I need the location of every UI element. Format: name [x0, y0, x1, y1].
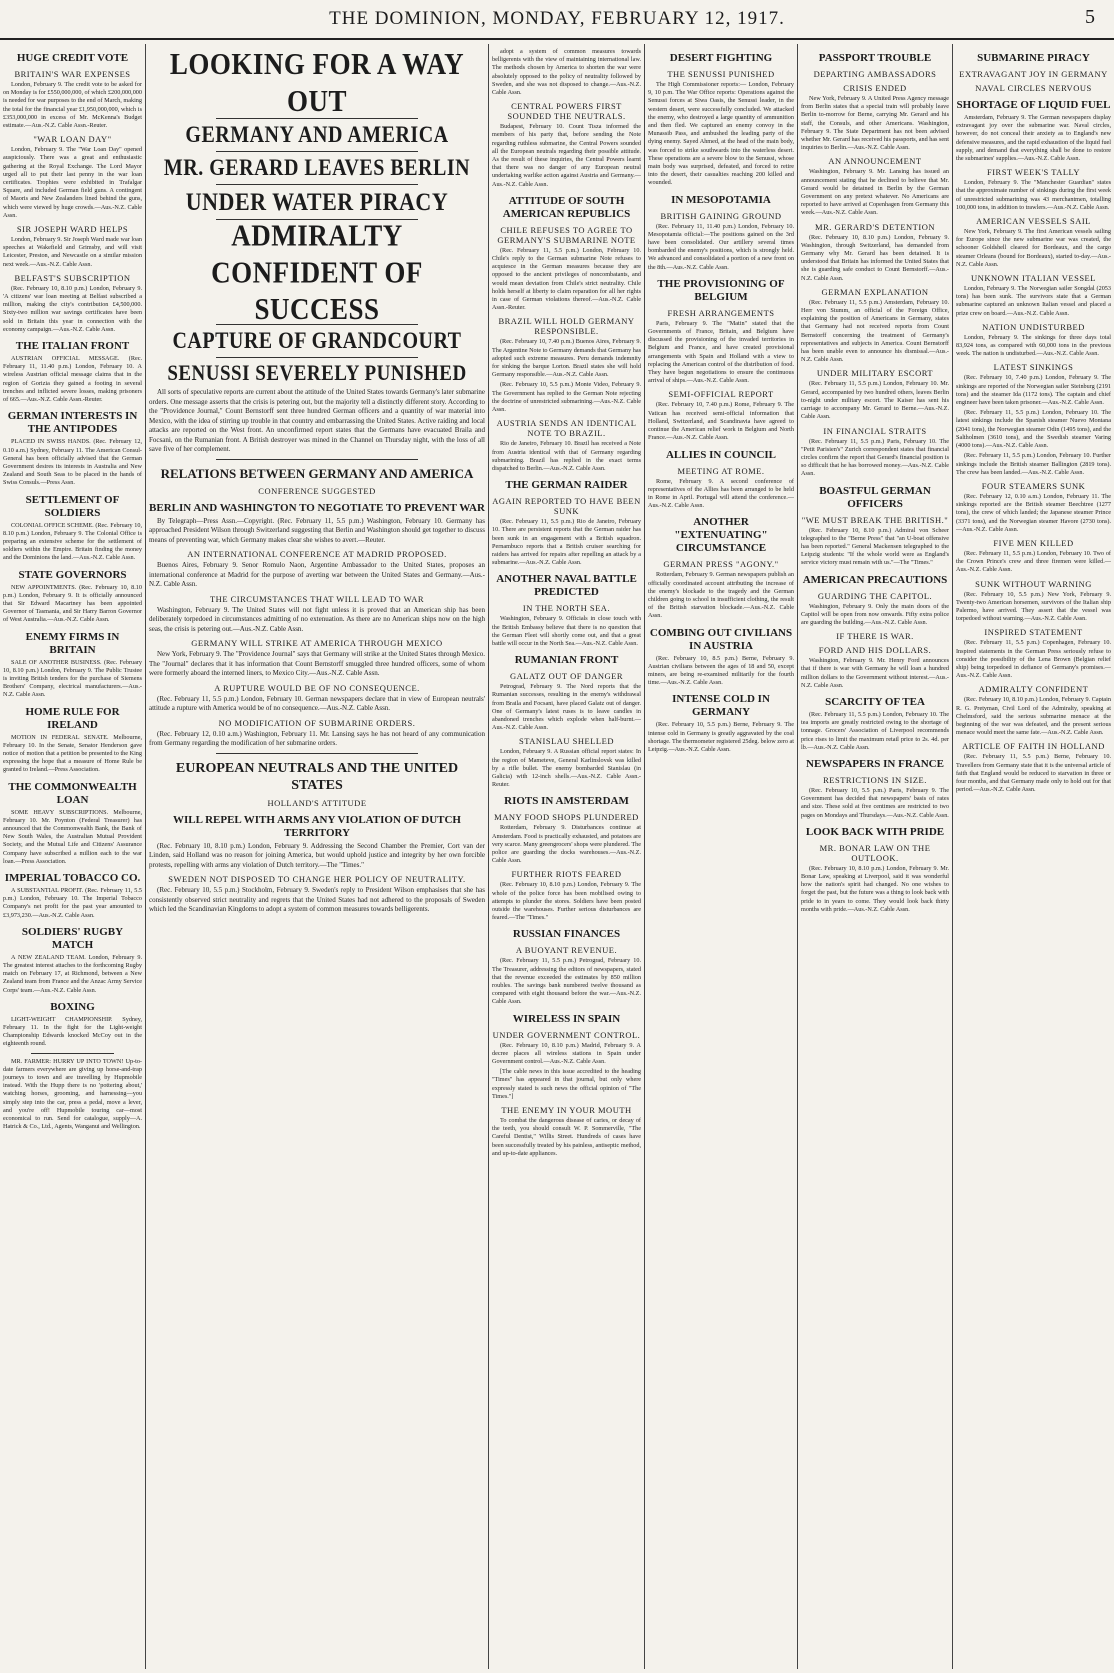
- subheadline: GERMAN PRESS "AGONY.": [663, 559, 779, 570]
- headline: IN MESOPOTAMIA: [671, 193, 771, 206]
- subheadline: AN INTERNATIONAL CONFERENCE AT MADRID PROPOSED.: [187, 549, 447, 559]
- main-headline: MR. GERARD LEAVES BERLIN: [163, 155, 471, 181]
- subheadline: FORD AND HIS DOLLARS.: [818, 645, 932, 656]
- subheadline: BELFAST'S SUBSCRIPTION: [14, 272, 131, 283]
- article-text: (Rec. February 11, 5.5 p.m.) Rio de Janeiro, February 10. There are persistent reports that the German raider has been sunk in an engagement with a British squadron. Pernambuco reports that a British cruiser searching for raiders has arrived for repairs after repelling an attack by a submarine.—Aus.-N.Z. Cable Assn.: [492, 518, 641, 567]
- article-text: (Rec. February 11, 5.5 p.m.) London, February 10. The latest sinkings include the Spanish steamer Nuevo Montana (2041 tons), the Norwegian steamer Odin (1495 tons), and the Saltholmen (3610 tons), and the Swedish steamer Varing (4000 tons).—Aus.-N.Z. Cable Assn.: [956, 409, 1111, 450]
- advertisement-text: MR. FARMER: HURRY UP INTO TOWN! Up-to-date farmers everywhere are giving up horse-and-trap journeys to town and are travelling by Hupmobile instead. With the Hupp there is no 'pottering about,' watching horses, grooming, and harnessing—you simply step into the car, press a pedal, move a lever, and you're off! Hupmobile touring car—most economical to run. Send for catalogue, supply—A. Hatrick & Co., Ltd., Agents, Wanganui and Wellington.: [3, 1057, 142, 1131]
- subheadline: BRITISH GAINING GROUND: [660, 210, 782, 221]
- divider: [216, 357, 418, 358]
- article-text: (Rec. February 10, 8.10 p.m.) London, February 9. Addressing the Second Chamber the Premier, Cort van der Linden, said Holland was no reason for joining America, but would uphold justice and integrity by her own forcible protests, repelling with arms any violation of Dutch territory.—The "Times.": [149, 841, 485, 869]
- headline: BERLIN AND WASHINGTON TO NEGOTIATE TO PREVENT WAR: [149, 501, 485, 514]
- column-4: [645, 46, 797, 1666]
- article-text: (Rec. February 11, 11.40 p.m.) London, February 10. Mesopotamia official:—The positions gained on the 3rd have been consolidated. Our artillery several times bombarded the enemy's positions, which is strongly held. We advanced and consolidated a portion of a new front on the 8th.—Aus.-N.Z. Cable Assn.: [648, 222, 794, 271]
- article-text: Budapest, February 10. Count Tisza informed the members of his party that, before sending the Note regarding ruthless submarine, the Central Powers sounded all the European neutrals regarding their possible attitude. As the result of these inquiries, the Central Powers learnt that there was no danger of any European neutral undertaking warlike action against Austria and Germany.—Aus.-N.Z. Cable Assn.: [492, 123, 641, 188]
- subheadline: A RUPTURE WOULD BE OF NO CONSEQUENCE.: [214, 682, 420, 693]
- article-text: PLACED IN SWISS HANDS. (Rec. February 12, 0.10 a.m.) Sydney, February 11. The American Consul-General has been officially advised that the German Government desires its interests in Australia and New Zealand and South Seas to be placed in the hands of Swiss Consuls.—Press Assn.: [3, 438, 142, 487]
- article-text: (Rec. February 10, 8.10 p.m.) Madrid, February 9. A decree places all wireless stations in Spain under Government control.—Aus.-N.Z. Cable Assn.: [492, 1041, 641, 1066]
- headline: PASSPORT TROUBLE: [818, 52, 932, 64]
- subheadline: FOUR STEAMERS SUNK: [981, 480, 1086, 491]
- article-text: Rome, February 9. A second conference of representatives of the Allies has been arranged to be held in Rome in April. Portugal will attend the conference.—Aus.-N.Z. Cable Assn.: [648, 477, 794, 510]
- headline: SHORTAGE OF LIQUID FUEL: [956, 99, 1111, 111]
- article-text: Washington, February 9. Mr. Lansing has issued an announcement stating that he declined to believe that Mr. Gerard would be detained in Berlin by the German Government on any pretext whatever. No Americans are reported to have arrived at Copenhagen from Germany this week.—Aus.-N.Z. Cable Assn.: [801, 168, 949, 217]
- subheadline: MR. BONAR LAW ON THE OUTLOOK.: [819, 842, 931, 863]
- headline: COMBING OUT CIVILIANS IN AUSTRIA: [649, 626, 793, 652]
- main-headline: ADMIRALTY CONFIDENT OF SUCCESS: [211, 217, 423, 327]
- article-text: London, February 9. The sinkings for three days total 83,924 tons, as compared with 60,000 tons in the previous week. The nation is undisturbed.—Aus.-N.Z. Cable Assn.: [956, 333, 1111, 358]
- main-headline: SENUSSI SEVERELY PUNISHED: [167, 361, 467, 386]
- article-text: London, February 9. The "Manchester Guardian" states that the approximate number of sinkings during the first week of unrestricted submarining was 43 merchantmen, totalling 100,000 tons, in addition to trawlers.—Aus.-N.Z. Cable Assn.: [956, 179, 1111, 211]
- subheadline: BRAZIL WILL HOLD GERMANY RESPONSIBLE.: [498, 316, 635, 337]
- article-text: New York, February 9. The "Providence Journal" says that Germany will strike at the United States through Mexico. The "Journal" declares that it has information that Count Bernstorff smuggled three hundred officers, some of whom were formerly aboard the interned liners, to Mexico City.—Aus.-N.Z. Cable Assn.: [149, 650, 485, 677]
- article-text: The High Commissioner reports:— London, February 9, 10 p.m. The War Office reports: Operations against the Senussi forces at Siwa Oasis, the Senussi leader, in the western desert, were successfully concluded. We attacked the enemy, who destroyed a large quantity of ammunition and then fled. We captured an enemy convoy in the Munassib Pass, and ambushed the leading party of the dying enemy. Sayed Ahmed, at the head of the main body, was forced to strike southwards into the waterless desert. These operations are a severe blow to the Senussi, whose main body was surprised, defeated, and forced to retire into the desert, their casualties reaching 200 killed and wounded.: [648, 81, 794, 187]
- divider: [216, 184, 418, 185]
- column-5: [798, 46, 952, 1666]
- headline: HOME RULE FOR IRELAND: [25, 705, 120, 731]
- article-text: AUSTRIAN OFFICIAL MESSAGE. (Rec. February 11, 11.40 p.m.) London, February 10. A wireless Austrian official message claims that in the region of Gorizia they gained a footing in several trenches and inflicted severe losses, making prisoners of 665.—Aus.-N.Z. Cable Assn.-Reuter.: [3, 355, 142, 404]
- subheadline: NATION UNDISTURBED: [982, 321, 1085, 332]
- article-text: London, February 9. A Russian official report states: In the region of Mameteve, General Karlinslovsk was killed by a rifle bullet. The enemy bombarded Stanislau (in Galicia) with 12-inch shells.—Aus.-N.Z. Cable Assn.-Reuter.: [492, 748, 641, 789]
- headline: SETTLEMENT OF SOLDIERS: [25, 493, 120, 519]
- article-text: (Rec. February 10, 5.5 p.m.) Monte Video, February 9. The Government has replied to the German Note rejecting the doctrine of unrestricted submarining.—Aus.-N.Z. Cable Assn.: [492, 381, 641, 414]
- subheadline: IF THERE IS WAR.: [836, 631, 914, 642]
- divider: [216, 459, 418, 460]
- divider: [216, 151, 418, 152]
- main-headline: LOOKING FOR A WAY OUT: [169, 46, 465, 118]
- article-text: adopt a system of common measures towards belligerents with the view of maintaining international law. The methods chosen by America to shorten the war were absolutely opposed to the policy of neutrality followed by Sweden, and she was not disposed to change.—Aus.-N.Z. Cable Assn.: [492, 48, 641, 97]
- main-headline: CAPTURE OF GRANDCOURT: [172, 328, 462, 354]
- subheadline: UNDER GOVERNMENT CONTROL.: [492, 1029, 641, 1040]
- subheadline: A BUOYANT REVENUE.: [515, 945, 618, 956]
- headline: ANOTHER NAVAL BATTLE PREDICTED: [496, 573, 637, 599]
- subheadline: STANISLAU SHELLED: [519, 736, 614, 747]
- article-text: (Rec. February 10, 8.10 p.m.) London, February 9. Washington, through Switzerland, has demanded from Germany why Mr. Gerard has been detained. It is understood that Britain has informed the United States that she is guarding safe conduct to Count Bernstorff.—Aus.-N.Z. Cable Assn.: [801, 233, 949, 282]
- article-text: (Rec. February 11, 5.5 p.m.) Petrograd, February 10. The Treasurer, addressing the editors of newspapers, stated that the revenue exceeded the estimates by 850 million roubles. The savings bank numbered twelve thousand as compared with eight thousand before the war.—Aus.-N.Z. Cable Assn.: [492, 957, 641, 1006]
- headline: BOXING: [50, 1000, 95, 1013]
- subheadline: LATEST SINKINGS: [993, 362, 1074, 373]
- subheadline: AGAIN REPORTED TO HAVE BEEN SUNK: [492, 496, 641, 517]
- article-text: SOME HEAVY SUBSCRIPTIONS. Melbourne, February 10. Mr. Poynton (Federal Treasurer) has announced that the Commonwealth Bank, the Bank of New South Wales, the Australian Mutual Provident Society, and the Mutual Life and Citizens' Assurance Company have subscribed a million each to the war loan.—Press Association.: [3, 808, 142, 865]
- article-text: (Rec. February 11, 5.5 p.m.) London, February 10. Two of the Crown Prince's crew and three firemen were killed.—Aus.-N.Z. Cable Assn.: [956, 549, 1111, 574]
- article-text: (Rec. February 11, 5.5 p.m.) London, February 10. Mr. Gerard, accompanied by two hundred others, leaves Berlin to-night under military escort. The Kaiser has sent his carriage to accompany Mr. Gerard to Berne.—Aus.-N.Z. Cable Assn.: [801, 380, 949, 421]
- article-text: Washington, February 9. Mr. Henry Ford announces that if there is war with Germany he will loan a hundred million dollars to the Government without interest.—Aus.-N.Z. Cable Assn.: [801, 657, 949, 689]
- article-text: (Rec. February 11, 5.5 p.m.) Amsterdam, February 10. Herr von Stumm, an official of the Foreign Office, explaining the position of Americans in Germany, states that Germany had not received reports from Count Bernstorff concerning the treatment of Germany's representatives and subjects in America. Count Bernstorff has been unable even to announce his dismissal.—Aus.-N.Z. Cable Assn.: [801, 298, 949, 364]
- subheadline: AN ANNOUNCEMENT: [828, 156, 922, 167]
- subheadline: CHILE REFUSES TO AGREE TO GERMANY'S SUBMARINE NOTE: [497, 224, 636, 245]
- article-text: SALE OF ANOTHER BUSINESS. (Rec. February 10, 8.10 p.m.) London, February 9. The Public Trustee is inviting British tenders for the purchase of Siemens Brothers' Company, electrical manufacturers.—Aus.-N.Z. Cable Assn.: [3, 658, 142, 699]
- headline: AMERICAN PRECAUTIONS: [802, 573, 948, 586]
- article-text: A NEW ZEALAND TEAM. London, February 9. The greatest interest attaches to the forthcoming Rugby match on February 17, at Richmond, between a New Zealand team from France and the Anzac Army Service Corps' team.—Aus.-N.Z. Cable Assn.: [3, 953, 142, 994]
- subheadline: FRESH ARRANGEMENTS: [667, 307, 775, 318]
- subheadline: SIR JOSEPH WARD HELPS: [16, 224, 129, 235]
- article-text: [The cable news in this issue accredited to the heading "Times" has appeared in that journal, but only where expressly stated is such news the official opinion of "The Times."]: [492, 1068, 641, 1100]
- headline: RUMANIAN FRONT: [514, 654, 619, 667]
- subheadline: GERMAN EXPLANATION: [821, 286, 929, 297]
- article-text: (Rec. February 10, 8.5 p.m.) Berne, February 9. Austrian civilians between the ages of 18 and 50, except miners, are being re-examined militarily for the fourth time.—Aus.-N.Z. Cable Assn.: [648, 654, 794, 687]
- article-text: (Rec. February 10, 5.5 p.m.) Stockholm, February 9. Sweden's reply to President Wilson emphasises that she has consistently observed strict neutrality and regrets that the United States had not adhered to the proposals of Sweden which led the Scandinavian Kingdoms to adopt a system of common measures towards belligerents.: [149, 886, 485, 913]
- subheadline: ARTICLE OF FAITH IN HOLLAND: [962, 741, 1105, 752]
- divider: [31, 1053, 114, 1054]
- subheadline: DEPARTING AMBASSADORS: [813, 69, 937, 79]
- article-text: (Rec. February 10, 8.10 p.m.) Admiral von Scheer telegraphed to the "Berne Press" that "an U-boat offensive has been reported." General Mackensen telegraphed to the Leipzig students: "If the whole world were as England's service victory must remain with us."—The "Times.": [801, 526, 949, 567]
- article-text: NEW APPOINTMENTS. (Rec. February 10, 8.10 p.m.) London, February 9. It is officially announced that Sir Edward Macartney has been appointed Governor of Tasmania, and Sir Harry Barron Governor of West Australia.—Aus.-N.Z. Cable Assn.: [3, 583, 142, 624]
- main-headline: UNDER WATER PIRACY: [185, 187, 449, 216]
- headline: ALLIES IN COUNCIL: [665, 448, 777, 461]
- divider: [216, 753, 418, 754]
- subheadline: CENTRAL POWERS FIRST SOUNDED THE NEUTRALS.: [507, 101, 626, 122]
- article-text: Washington, February 9. Officials in close touch with the British Embassy believe that there is no question that the German Fleet will shortly come out, and that a great battle will occur in the North Sea.—Aus.-N.Z. Cable Assn.: [492, 615, 641, 647]
- article-text: (Rec. February 10, 5.5 p.m.) New York, February 9. Twenty-two American horsemen, survivors of the Italian ship Palermo, have arrived. They assert that the vessel was torpedoed without warning.—Aus.-N.Z. Cable Assn.: [956, 590, 1111, 623]
- subheadline: NO MODIFICATION OF SUBMARINE ORDERS.: [218, 717, 416, 728]
- advertisement-text: To combat the dangerous disease of caries, or decay of the teeth, you should consult W. P. Sommerville, "The Careful Dentist," Willis Street. Hundreds of cases have been successfully treated by his painless, antiseptic method, and up-to-date appliances.: [492, 1117, 641, 1157]
- headline: RIOTS IN AMSTERDAM: [504, 795, 629, 808]
- article-text: A SUBSTANTIAL PROFIT. (Rec. February 11, 5.5 p.m.) London, February 10. The Imperial Tobacco Company's net profit for the past year amounted to £3,973,230.—Aus.-N.Z. Cable Assn.: [3, 887, 142, 919]
- article-text: Amsterdam, February 9. The German newspapers display extravagant joy over the submarine war. Naval circles, however, do not conceal their anxiety as to England's new defensive measures, and the rapid exhaustion of the liquid fuel supply, and demand that everything shall be done to restore the submarines' supplies.—Aus.-N.Z. Cable Assn.: [956, 114, 1111, 163]
- article-text: (Rec. February 11, 5.5 p.m.) London, February 10. Further sinkings include the British steamer Ballington (2819 tons). The crew has been landed.—Aus.-N.Z. Cable Assn.: [956, 452, 1111, 476]
- headline: HUGE CREDIT VOTE: [16, 52, 129, 64]
- article-text: Rotterdam, February 9. German newspapers publish an officially coordinated account attributing the increase of the enemy's blockade to the tragedy and the German children going to school in insufficient clothing, the result of the British starvation blockade.—Aus.-N.Z. Cable Assn.: [648, 571, 794, 620]
- article-text: (Rec. February 10, 5.5 p.m.) Paris, February 9. The Government has decided that newspapers' basis of rates and size. These sold at five centimes are restricted to two pages on Mondays and Thursdays.—Aus.-N.Z. Cable Assn.: [801, 786, 949, 819]
- headline: SOLDIERS' RUGBY MATCH: [21, 925, 124, 951]
- article-text: (Rec. February 10, 7.40 p.m.) London, February 9. The sinkings are reported of the Norwegian sailer Steinburg (2191 tons) and the steamer Ida (1172 tons). The captain and chief engineer have been taken prisoner.—Aus.-N.Z. Cable Assn.: [956, 374, 1111, 407]
- column-6: [953, 46, 1114, 1666]
- subheadline: THE SENUSSI PUNISHED: [667, 69, 775, 79]
- headline: ANOTHER "EXTENUATING" CIRCUMSTANCE: [674, 516, 768, 555]
- headline: INTENSE COLD IN GERMANY: [672, 693, 770, 719]
- article-text: London, February 9. The Norwegian sailer Songdal (2053 tons) has been sunk. The survivors state that a German submarine captured an unknown Italian vessel and placed a prize crew on board.—Aus.-N.Z. Cable Assn.: [956, 285, 1111, 317]
- subheadline: CRISIS ENDED: [843, 83, 907, 93]
- subheadline: FIRST WEEK'S TALLY: [986, 167, 1081, 178]
- headline: DESERT FIGHTING: [669, 52, 773, 64]
- subheadline: SEMI-OFFICIAL REPORT: [668, 389, 774, 400]
- headline: STATE GOVERNORS: [18, 568, 127, 581]
- headline: ATTITUDE OF SOUTH AMERICAN REPUBLICS: [502, 194, 631, 220]
- subheadline: FIVE MEN KILLED: [993, 537, 1074, 548]
- article-text: London, February 9. The credit vote to be asked for on Monday is for £550,000,000, of which £200,000,000 is needed for war purposes to the end of March, making the total for the financial year £1,950,000,000, which is £353,000,000 in excess of Mr. McKenna's Budget estimate.—Aus.-N.Z. Cable Assn.-Reuter.: [3, 81, 142, 130]
- subheadline: RESTRICTIONS IN SIZE.: [823, 774, 927, 785]
- article-text: By Telegraph—Press Assn.—Copyright. (Rec. February 11, 5.5 p.m.) Washington, February 10. Germany has approached President Wilson through Switzerland suggesting that Berlin and Washington should get together to discuss means of preventing war, which Germany makes clear she wishes to avert.—Reuter.: [149, 516, 485, 544]
- headline: GERMAN INTERESTS IN THE ANTIPODES: [7, 410, 138, 436]
- article-text: Rio de Janeiro, February 10. Brazil has received a Note from Austria identical with that of Germany regarding submarining. Brazil has replied in the exact terms dispatched to Berlin.—Aus.-N.Z. Cable Assn.: [492, 440, 641, 472]
- article-text: (Rec. February 11, 5.5 p.m.) Copenhagen, February 10. Inspired statements in the German Press seriously refuse to consider the possibility of the Lena Brown (Belgian relief ship) being torpedoed in defiance of Germany's promises.—Aus.-N.Z. Cable Assn.: [956, 639, 1111, 680]
- subheadline: EXTRAVAGANT JOY IN GERMANY: [959, 69, 1108, 79]
- subheadline: THE CIRCUMSTANCES THAT WILL LEAD TO WAR: [209, 593, 424, 604]
- column-1: [0, 46, 145, 1666]
- article-text: Petrograd, February 9. The Nord reports that the Rumanian successes, resulting in the enemy's withdrawal from Braila and Focsani, have placed Galatz out of danger. One of Germany's latest ruses is to leave candles in abandoned trenches which explode when half-burnt.—Aus.-N.Z. Cable Assn.: [492, 683, 641, 732]
- subheadline: HOLLAND'S ATTITUDE: [267, 797, 367, 808]
- headline: THE COMMONWEALTH LOAN: [8, 780, 137, 806]
- article-text: New York, February 9. The first American vessels sailing for Europe since the new submarine war was created, the schooner Goldshell cleared for Bordeaux, and the cargo steamer Orleans (bound for Bordeaux), started to-day.—Aus.-N.Z. Cable Assn.: [956, 228, 1111, 268]
- subheadline: GALATZ OUT OF DANGER: [509, 671, 624, 682]
- subheadline: THE ENEMY IN YOUR MOUTH: [501, 1105, 632, 1116]
- subheadline: UNKNOWN ITALIAN VESSEL: [971, 273, 1096, 284]
- article-text: (Rec. February 10, 7.40 p.m.) Rome, February 9. The Vatican has received semi-official information that Holland, Switzerland, and Scandinavia have agreed to continue the American relief work in Belgium and North France.—Aus.-N.Z. Cable Assn.: [648, 401, 794, 442]
- subheadline: "WE MUST BREAK THE BRITISH.": [801, 514, 949, 525]
- article-text: (Rec. February 10, 5.5 p.m.) Berne, February 9. The intense cold in Germany is greatly aggravated by the coal shortage. The thermometer registered 25deg. below zero at Leipzig.—Aus.-N.Z. Cable Assn.: [648, 721, 794, 753]
- article-text: (Rec. February 10, 8.10 p.m.) London, February 9. 'A citizens' war loan meeting at Belfast subscribed a million, making the city's contribution £4,500,000. Sixty-two million war savings certificates have been sold in Britain this year in connection with the economy campaign.—Aus.-N.Z. Cable Assn.: [3, 284, 142, 333]
- headline: RELATIONS BETWEEN GERMANY AND AMERICA: [160, 465, 474, 481]
- article-text: (Rec. February 11, 5.5 p.m.) London, February 10. The tea imports are greatly restricted owing to the shortage of tonnage. Grocers' Association of Liverpool recommends price rises to limit the maximum retail price to 2s. 4d. per lb.—Aus.-N.Z. Cable Assn.: [801, 710, 949, 751]
- article-text: LIGHT-WEIGHT CHAMPIONSHIP. Sydney, February 11. In the fight for the Light-weight Championship Edwards knocked McCoy out in the eighteenth round.: [3, 1015, 142, 1048]
- headline: RUSSIAN FINANCES: [512, 928, 621, 941]
- headline: SCARCITY OF TEA: [825, 695, 925, 708]
- subheadline: IN THE NORTH SEA.: [522, 603, 611, 614]
- column-3: [489, 46, 644, 1666]
- article-text: Paris, February 9. The "Matin" stated that the Governments of France, Britain, and Belgium have discussed the provisioning of the invaded territories in Belgium and France, and have created provisional arrangements with Spain and Holland with a view to replacing the American control of the distribution of food. They have begun negotiations to ensure the continuous arrival of ships.—Aus.-N.Z. Cable Assn.: [648, 319, 794, 385]
- subheadline: MR. GERARD'S DETENTION: [815, 221, 935, 232]
- subheadline: CONFERENCE SUGGESTED: [258, 485, 376, 496]
- page-number: 5: [1085, 6, 1096, 28]
- subheadline: ADMIRALTY CONFIDENT: [978, 684, 1089, 695]
- article-text: (Rec. February 11, 5.5 p.m.) London, February 10. German newspapers declare that in view of European neutrals' attitude a rupture with America would be of no consequence.—Aus.-N.Z. Cable Assn.: [149, 694, 485, 712]
- subheadline: NAVAL CIRCLES NERVOUS: [975, 83, 1092, 93]
- main-headline: GERMANY AND AMERICA: [185, 122, 449, 148]
- article-text: MOTION IN FEDERAL SENATE. Melbourne, February 10. In the Senate, Senator Henderson gave notice of motion that a petition be presented to the King expressing the hope that a measure of Home Rule be granted to Ireland.—Press Association.: [3, 733, 142, 774]
- subheadline: GUARDING THE CAPITOL.: [817, 590, 933, 601]
- subheadline: BRITAIN'S WAR EXPENSES: [14, 69, 131, 79]
- headline: LOOK BACK WITH PRIDE: [805, 825, 945, 838]
- headline: NEWSPAPERS IN FRANCE: [806, 757, 944, 770]
- subheadline: FURTHER RIOTS FEARED: [511, 869, 622, 880]
- subheadline: IN FINANCIAL STRAITS: [823, 425, 927, 436]
- headline: THE ITALIAN FRONT: [15, 340, 130, 353]
- article-text: (Rec. February 10, 8.10 p.m.) London, February 9. Mr. Bonar Law, speaking at Liverpool, said it was wonderful how the nation's spirit had changed. No one wishes to forget the past, but the future was a thing to look back with pride to in years to come. They would look back thirty months with pride.—Aus.-N.Z. Cable Assn.: [801, 864, 949, 913]
- article-text: (Rec. February 10, 8.10 p.m.) London, February 9. Captain R. G. Pretyman, Civil Lord of the Admiralty, speaking at Chelmsford, said the serious submarine menace at the beginning of the war was defeated, and the present serious menace would meet the same fate.—Aus.-N.Z. Cable Assn.: [956, 696, 1111, 737]
- headline: THE GERMAN RAIDER: [505, 479, 628, 492]
- article-text: (Rec. February 10, 8.10 p.m.) London, February 9. The whole of the police force has been mobilised owing to attempts to plunder the stores. Soldiers have been posted outside the warehouses. Further serious disturbances are feared.—The "Times.": [492, 881, 641, 922]
- article-text: COLONIAL OFFICE SCHEME. (Rec. February 10, 8.10 p.m.) London, February 9. The Colonial Office is preparing an extensive scheme for the settlement of soldiers within the Empire. Britain finding the money and the Dominions the land.—Aus.-N.Z. Cable Assn.: [3, 521, 142, 562]
- article-text: (Rec. February 11, 5.5 p.m.) Paris, February 10. The "Petit Parisien's" Zurich correspondent states that financial circles confirm the report that Gerard's financial position is so difficult that he has borrowed money.—Aus.-N.Z. Cable Assn.: [801, 437, 949, 478]
- subheadline: AMERICAN VESSELS SAIL: [976, 216, 1091, 227]
- headline: ENEMY FIRMS IN BRITAIN: [25, 630, 120, 656]
- headline: IMPERIAL TOBACCO CO.: [4, 872, 141, 884]
- masthead: [0, 0, 1114, 40]
- article-text: All sorts of speculative reports are current about the attitude of the United States towards Germany's later submarine orders. One message asserts that the crisis is petering out, but the majority tell a distinctly different story. According to the "Providence Journal," Count Bernstorff sent three hundred German officers and a quantity of war material into Mexico, with the idea of stirring up trouble in that country and embarrassing the United States. Active raiding and local attacks are reported on the West front. An unconfirmed report states that the Germans have evacuated Braila and Focsani, on the Rumanian front. A British destroyer was mined in the Channel on Thursday night, with the loss of all save five of her complement.: [149, 388, 485, 453]
- article-text: (Rec. February 11, 5.5 p.m.) Berne, February 10. Travellers from Germany state that it is the universal article of faith that England would be reduced to starvation in three or four months, and that Germany made only to hold out for that period.—Aus.-N.Z. Cable Assn.: [956, 753, 1111, 794]
- article-text: Buenos Aires, February 9. Senor Romulo Naon, Argentine Ambassador to the United States, proposes an international conference at Madrid for the purpose of averting war between the United States and Germany.—Aus.-N.Z. Cable Assn.: [149, 561, 485, 588]
- column-2: [146, 46, 488, 1666]
- headline: WIRELESS IN SPAIN: [512, 1012, 621, 1025]
- subheadline: MANY FOOD SHOPS PLUNDERED: [494, 812, 639, 823]
- article-text: (Rec. February 10, 7.40 p.m.) Buenos Aires, February 9. The Argentine Note to Germany demands that Germany has adopted such extreme measures. Peru demands indemnity for sinking the barque Lorton. Brazil states she will hold Germany responsible.—Aus.-N.Z. Cable Assn.: [492, 338, 641, 379]
- subheadline: INSPIRED STATEMENT: [984, 627, 1083, 638]
- subheadline: MEETING AT ROME.: [677, 465, 765, 476]
- subheadline: AUSTRIA SENDS AN IDENTICAL NOTE TO BRAZIL.: [496, 418, 637, 439]
- headline: EUROPEAN NEUTRALS AND THE UNITED STATES: [175, 760, 459, 793]
- subheadline: SWEDEN NOT DISPOSED TO CHANGE HER POLICY OF NEUTRALITY.: [168, 874, 466, 884]
- masthead-title: THE DOMINION, MONDAY, FEBRUARY 12, 1917.: [329, 8, 785, 29]
- subheadline: SUNK WITHOUT WARNING: [975, 578, 1092, 589]
- headline: SUBMARINE PIRACY: [977, 52, 1090, 64]
- article-text: (Rec. February 11, 5.5 p.m.) London, February 10. Chile's reply to the German submarine Note refuses to acquiesce in the German measures because they are opposed to the ancient privileges of noncombatants, and would mean deviation from Chile's strict neutrality. Chile holds herself at liberty to claim reparation for all her rights in case of German violations thereof.—Aus.-N.Z. Cable Assn.-Reuter.: [492, 246, 641, 312]
- subheadline: UNDER MILITARY ESCORT: [816, 368, 934, 379]
- article-text: Washington, February 9. Only the main doors of the Capitol will be open from now onwards. Fifty extra police are guarding the building.—Aus.-N.Z. Cable Assn.: [801, 602, 949, 626]
- headline: WILL REPEL WITH ARMS ANY VIOLATION OF DUTCH TERRITORY: [173, 813, 461, 839]
- subheadline: GERMANY WILL STRIKE AT AMERICA THROUGH MEXICO: [191, 638, 443, 648]
- subheadline: "WAR LOAN DAY": [33, 134, 112, 145]
- article-text: Washington, February 9. The United States will not fight unless it is proved that an American ship has been deliberately torpedoed in circumstances admitting of no extenuation. As there are no American ships now on the high seas, the crisis is petering out.—Aus.-N.Z. Cable Assn.: [149, 605, 485, 633]
- article-text: London, February 9. The "War Loan Day" opened auspiciously. There was a great and enthusiastic gathering at the Royal Exchange. The Lord Mayor urged all to put their last penny in the war loan certificates. Trophies were exhibited in Trafalgar Square, and included German field guns. A contingent of Maoris and New Zealanders lined behind the guns, which were viewed by huge crowds.—Aus.-N.Z. Cable Assn.: [3, 146, 142, 219]
- article-text: Rotterdam, February 9. Disturbances continue at Amsterdam. Food is practically exhausted, and potatoes are very scarce. Many greengrocers' shops were plundered. The police are guarding the docks warehouses.—Aus.-N.Z. Cable Assn.: [492, 824, 641, 865]
- headline: BOASTFUL GERMAN OFFICERS: [819, 484, 931, 510]
- article-text: (Rec. February 12, 0.10 a.m.) Washington, February 11. Mr. Lansing says he has not heard of any communication from Germany regarding the modification of her submarine orders.: [149, 729, 485, 747]
- article-text: London, February 9. Sir Joseph Ward made war loan speeches at Wakefield and Grimsby, and will visit Leicester, Preston, and Newcastle on a similar mission next week.—Aus.-N.Z. Cable Assn.: [3, 236, 142, 268]
- headline: THE PROVISIONING OF BELGIUM: [657, 277, 785, 303]
- article-text: (Rec. February 12, 0.10 a.m.) London, February 11. The sinkings reported are the British steamer Beechtree (1277 tons), the crew of which landed; the Japanese steamer Prince (3371 tons), and the Norwegian steamer Havore (2730 tons).—Aus.-N.Z. Cable Assn.: [956, 492, 1111, 533]
- article-text: New York, February 9. A United Press Agency message from Berlin states that a special train will probably leave Berlin to-morrow for Berne, carrying Mr. Gerard and his staff, the Consuls, and other Americans. Washington, February 9. The State Department has not been advised whether Mr. Gerard has received his passports, and has sent inquiries to Berlin.—Aus.-N.Z. Cable Assn.: [801, 95, 949, 152]
